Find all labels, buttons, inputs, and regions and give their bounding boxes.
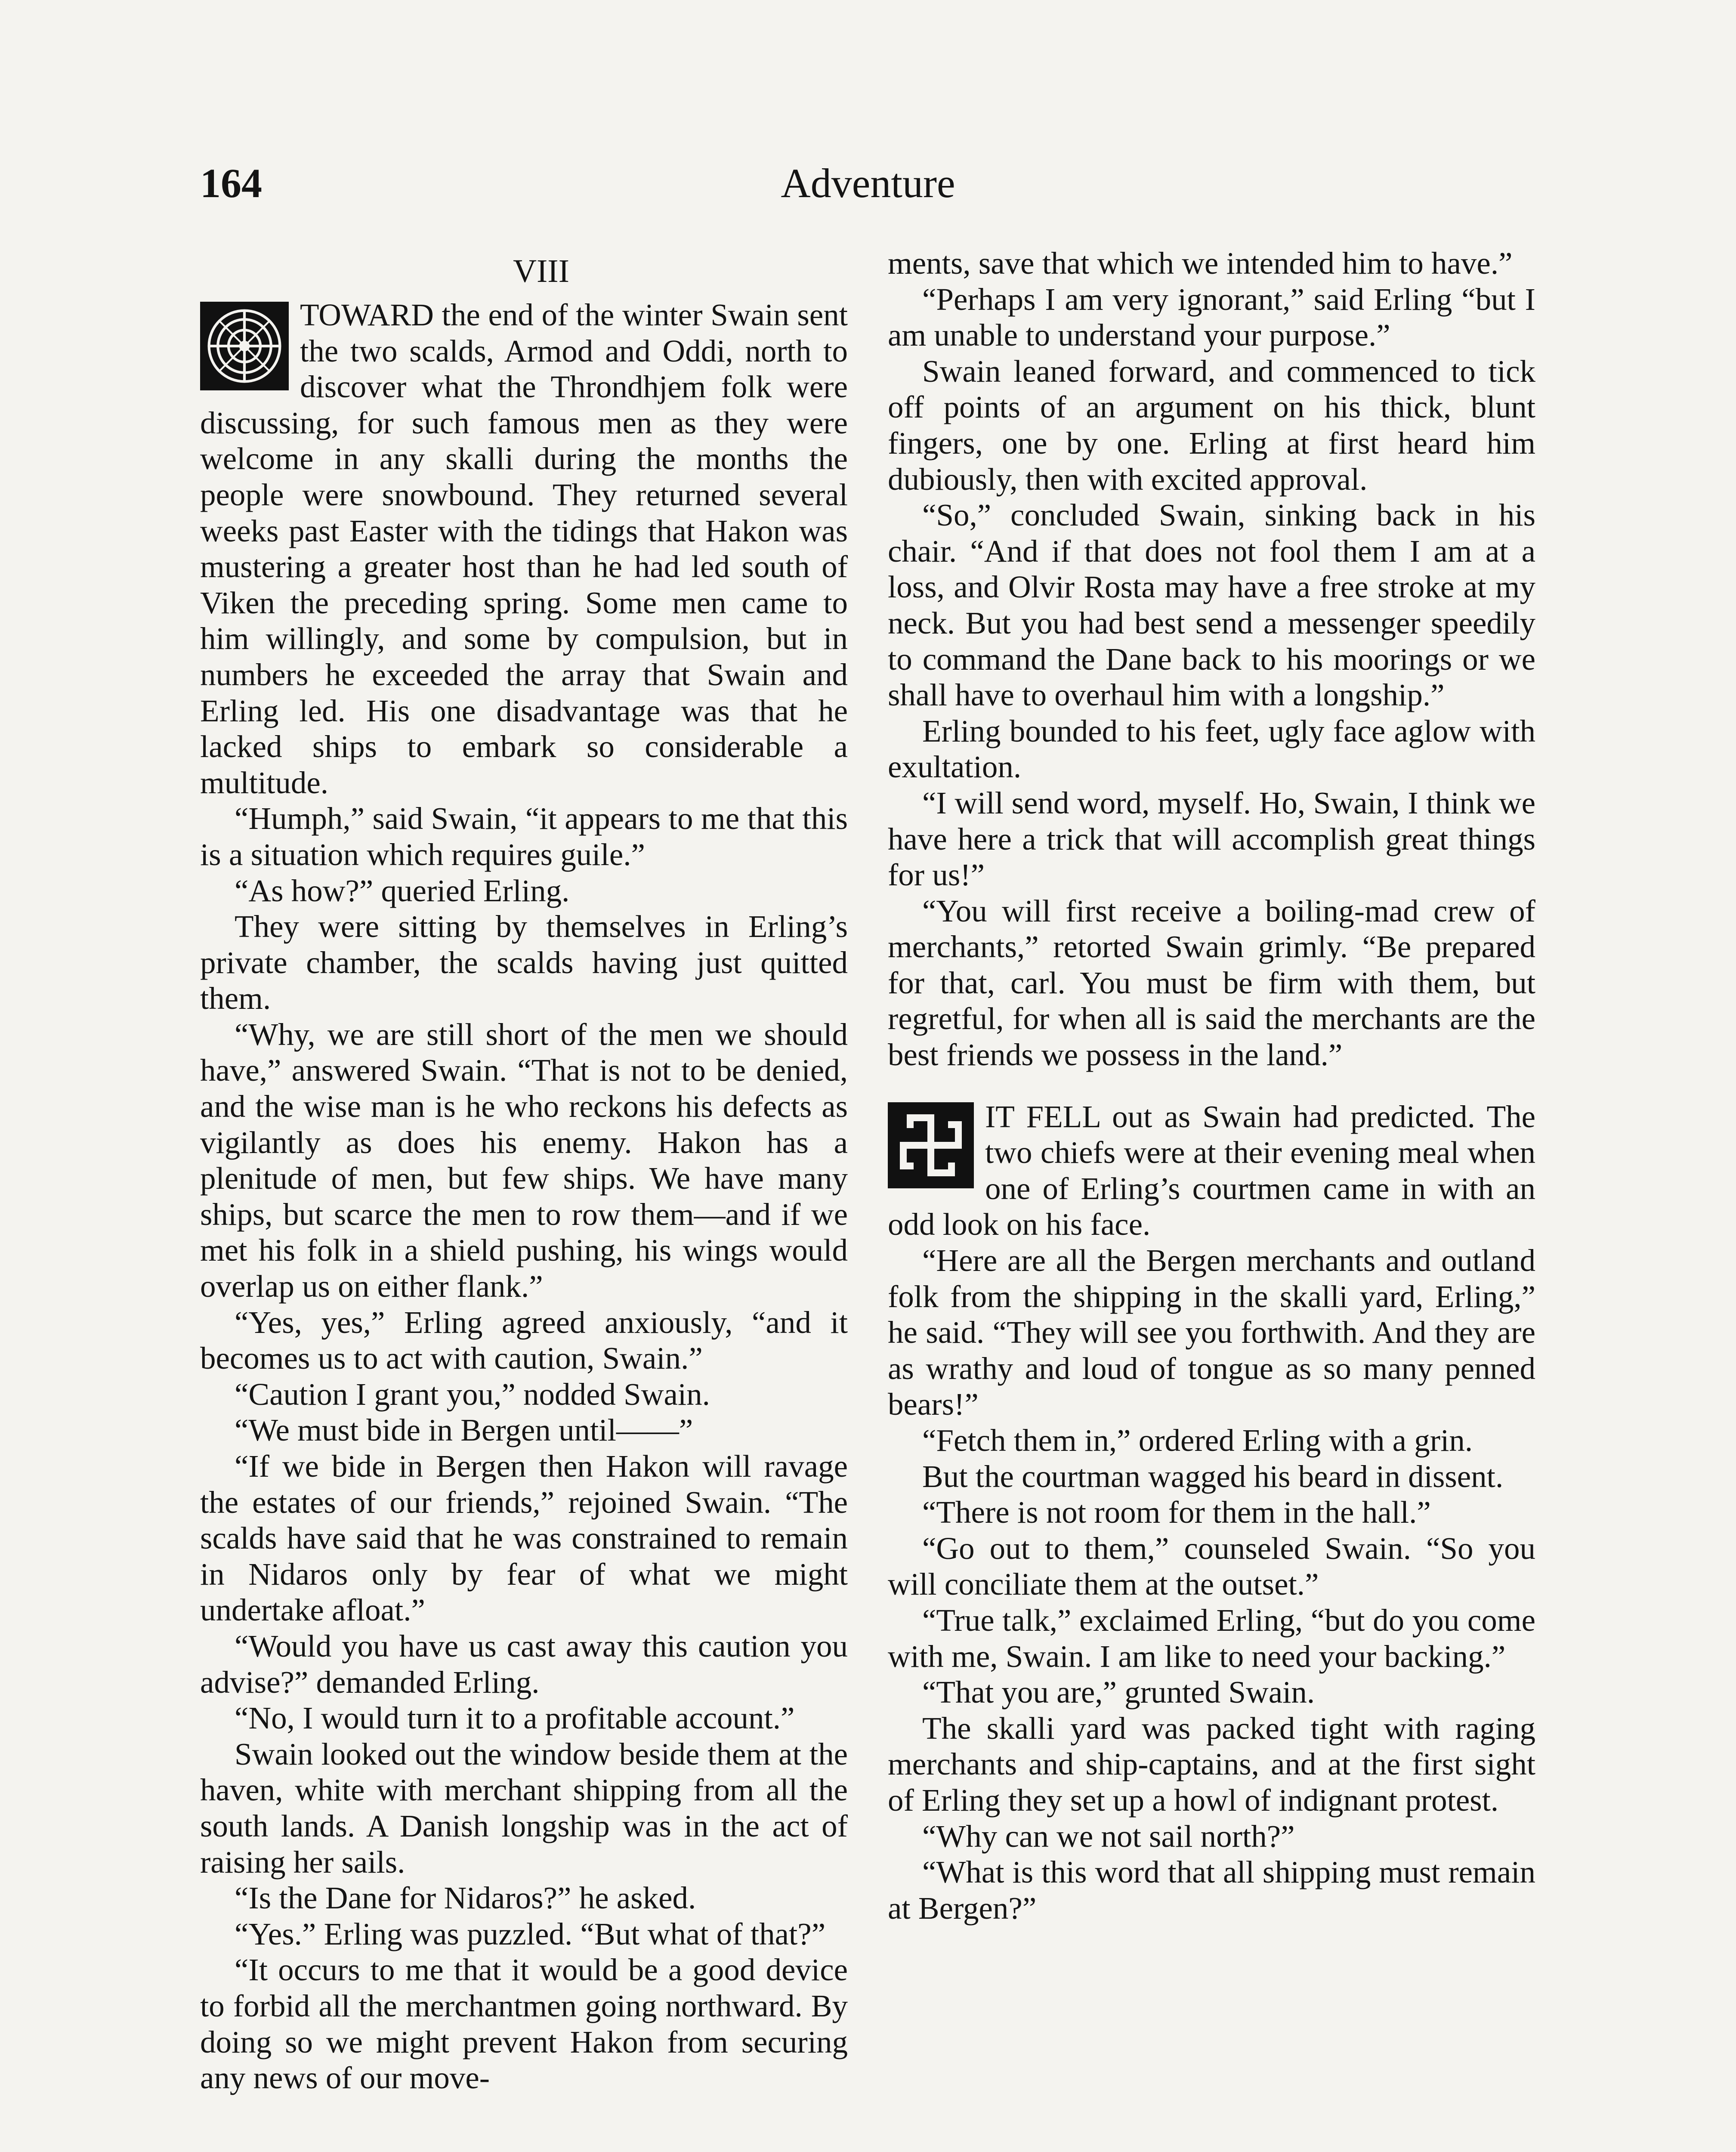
paragraph: “No, I would turn it to a profitable account.” <box>235 1701 795 1736</box>
paragraph: “It occurs to me that it would be a good device to forbid all the merchantmen going northward. By doing so we might prevent Hakon from securing any news of our move- <box>200 1952 848 2096</box>
paragraph: “Yes, yes,” Erling agreed anxiously, “and it becomes us to act with caution, Swain.” <box>200 1305 848 1376</box>
paragraph: “Here are all the Bergen merchants and outland folk from the shipping in the skalli yard, Erling,” he said. “They will see you forthwith. And they are as wrathy and loud of tongue as so many penned bears!” <box>888 1243 1535 1422</box>
paragraph: ments, save that which we intended him to have.” <box>888 246 1513 281</box>
running-head: Adventure <box>781 160 955 206</box>
paragraph: “What is this word that all shipping must remain at Bergen?” <box>888 1855 1535 1926</box>
paragraph: “Go out to them,” counseled Swain. “So you will conciliate them at the outset.” <box>888 1531 1535 1602</box>
right-column <box>888 245 1535 1926</box>
paragraph: They were sitting by themselves in Erling’s private chamber, the scalds having just quitted them. <box>200 909 848 1016</box>
fylfot-ornament-icon <box>888 1102 974 1188</box>
paragraph: “You will first receive a boiling-mad crew of merchants,” retorted Swain grimly. “Be prepared for that, carl. You must be firm with them, but regretful, for when all is said the merchants are the best friends we possess in the land.” <box>888 893 1535 1073</box>
paragraph: The skalli yard was packed tight with raging merchants and ship-captains, and at the first sight of Erling they set up a howl of indignant protest. <box>888 1710 1535 1818</box>
paragraph: “That you are,” grunted Swain. <box>922 1675 1315 1710</box>
section-break <box>888 1073 1535 1099</box>
paragraph: “If we bide in Bergen then Hakon will ravage the estates of our friends,” rejoined Swain. “The scalds have said that he was constrained to remain in Nidaros only by fear of what we might undertake afloat.” <box>200 1449 848 1628</box>
paragraph: Erling bounded to his feet, ugly face aglow with exultation. <box>888 713 1535 785</box>
paragraph: “Why can we not sail north?” <box>922 1818 1295 1854</box>
paragraph: But the courtman wagged his beard in dissent. <box>922 1459 1504 1494</box>
paragraph: “I will send word, myself. Ho, Swain, I think we have here a trick that will accomplish great things for us!” <box>888 785 1535 893</box>
paragraph: IT FELL out as Swain had predicted. The two chiefs were at their evening meal when one of Erling’s courtmen came in with an odd look on his face. <box>888 1099 1535 1242</box>
paragraph: “Fetch them in,” ordered Erling with a grin. <box>922 1423 1473 1458</box>
paragraph: “So,” concluded Swain, sinking back in his chair. “And if that does not fool them I am at a loss, and Olvir Rosta may have a free stroke at my neck. But you had best send a messenger speedily to command the Dane back to his moorings or we shall have to overhaul him with a longship.” <box>888 498 1535 713</box>
paragraph: “Caution I grant you,” nodded Swain. <box>235 1376 710 1412</box>
section-heading: VIII <box>513 253 569 289</box>
paragraph: Swain looked out the window beside them at the haven, white with merchant shipping from all the south lands. A Danish longship was in the act of raising her sails. <box>200 1736 848 1880</box>
paragraph: “Is the Dane for Nidaros?” he asked. <box>235 1880 696 1916</box>
paragraph: “True talk,” exclaimed Erling, “but do you come with me, Swain. I am like to need your backing.” <box>888 1602 1535 1674</box>
paragraph: Swain leaned forward, and commenced to tick off points of an argument on his thick, blunt fingers, one by one. Erling at first heard him dubiously, then with excited approval. <box>888 353 1535 497</box>
paragraph: “We must bide in Bergen until——” <box>235 1413 693 1448</box>
paragraph: “Would you have us cast away this caution you advise?” demanded Erling. <box>200 1628 848 1700</box>
paragraph: “Perhaps I am very ignorant,” said Erling “but I am unable to understand your purpose.” <box>888 281 1535 353</box>
paragraph: “As how?” queried Erling. <box>235 873 570 908</box>
paragraph: “Yes.” Erling was puzzled. “But what of that?” <box>235 1916 826 1951</box>
paragraph: “Why, we are still short of the men we should have,” answered Swain. “That is not to be denied, and the wise man is he who reckons his defects as vigilantly as does his enemy. Hakon has a plenitude of men, but few ships. We have many ships, but scarce the men to row them—and if we met his folk in a shield pushing, his wings would overlap us on either flank.” <box>200 1017 848 1304</box>
page-number: 164 <box>200 160 262 206</box>
left-column <box>200 245 848 2096</box>
paragraph: TOWARD the end of the winter Swain sent the two scalds, Armod and Oddi, north to discover what the Throndhjem folk were discussing, for such famous men as they were welcome in any skalli during the months the people were snowbound. They returned several weeks past Easter with the tidings that Hakon was mustering a greater host than he had led south of Viken the preceding spring. Some men came to him willingly, and some by compulsion, but in numbers he exceeded the array that Swain and Erling led. His one disadvantage was that he lacked ships to embark so considerable a multitude. <box>200 297 848 800</box>
celtic-knot-ornament-icon <box>200 300 289 392</box>
paragraph: “Humph,” said Swain, “it appears to me that this is a situation which requires guile.” <box>200 801 848 872</box>
paragraph: “There is not room for them in the hall.” <box>922 1495 1431 1530</box>
